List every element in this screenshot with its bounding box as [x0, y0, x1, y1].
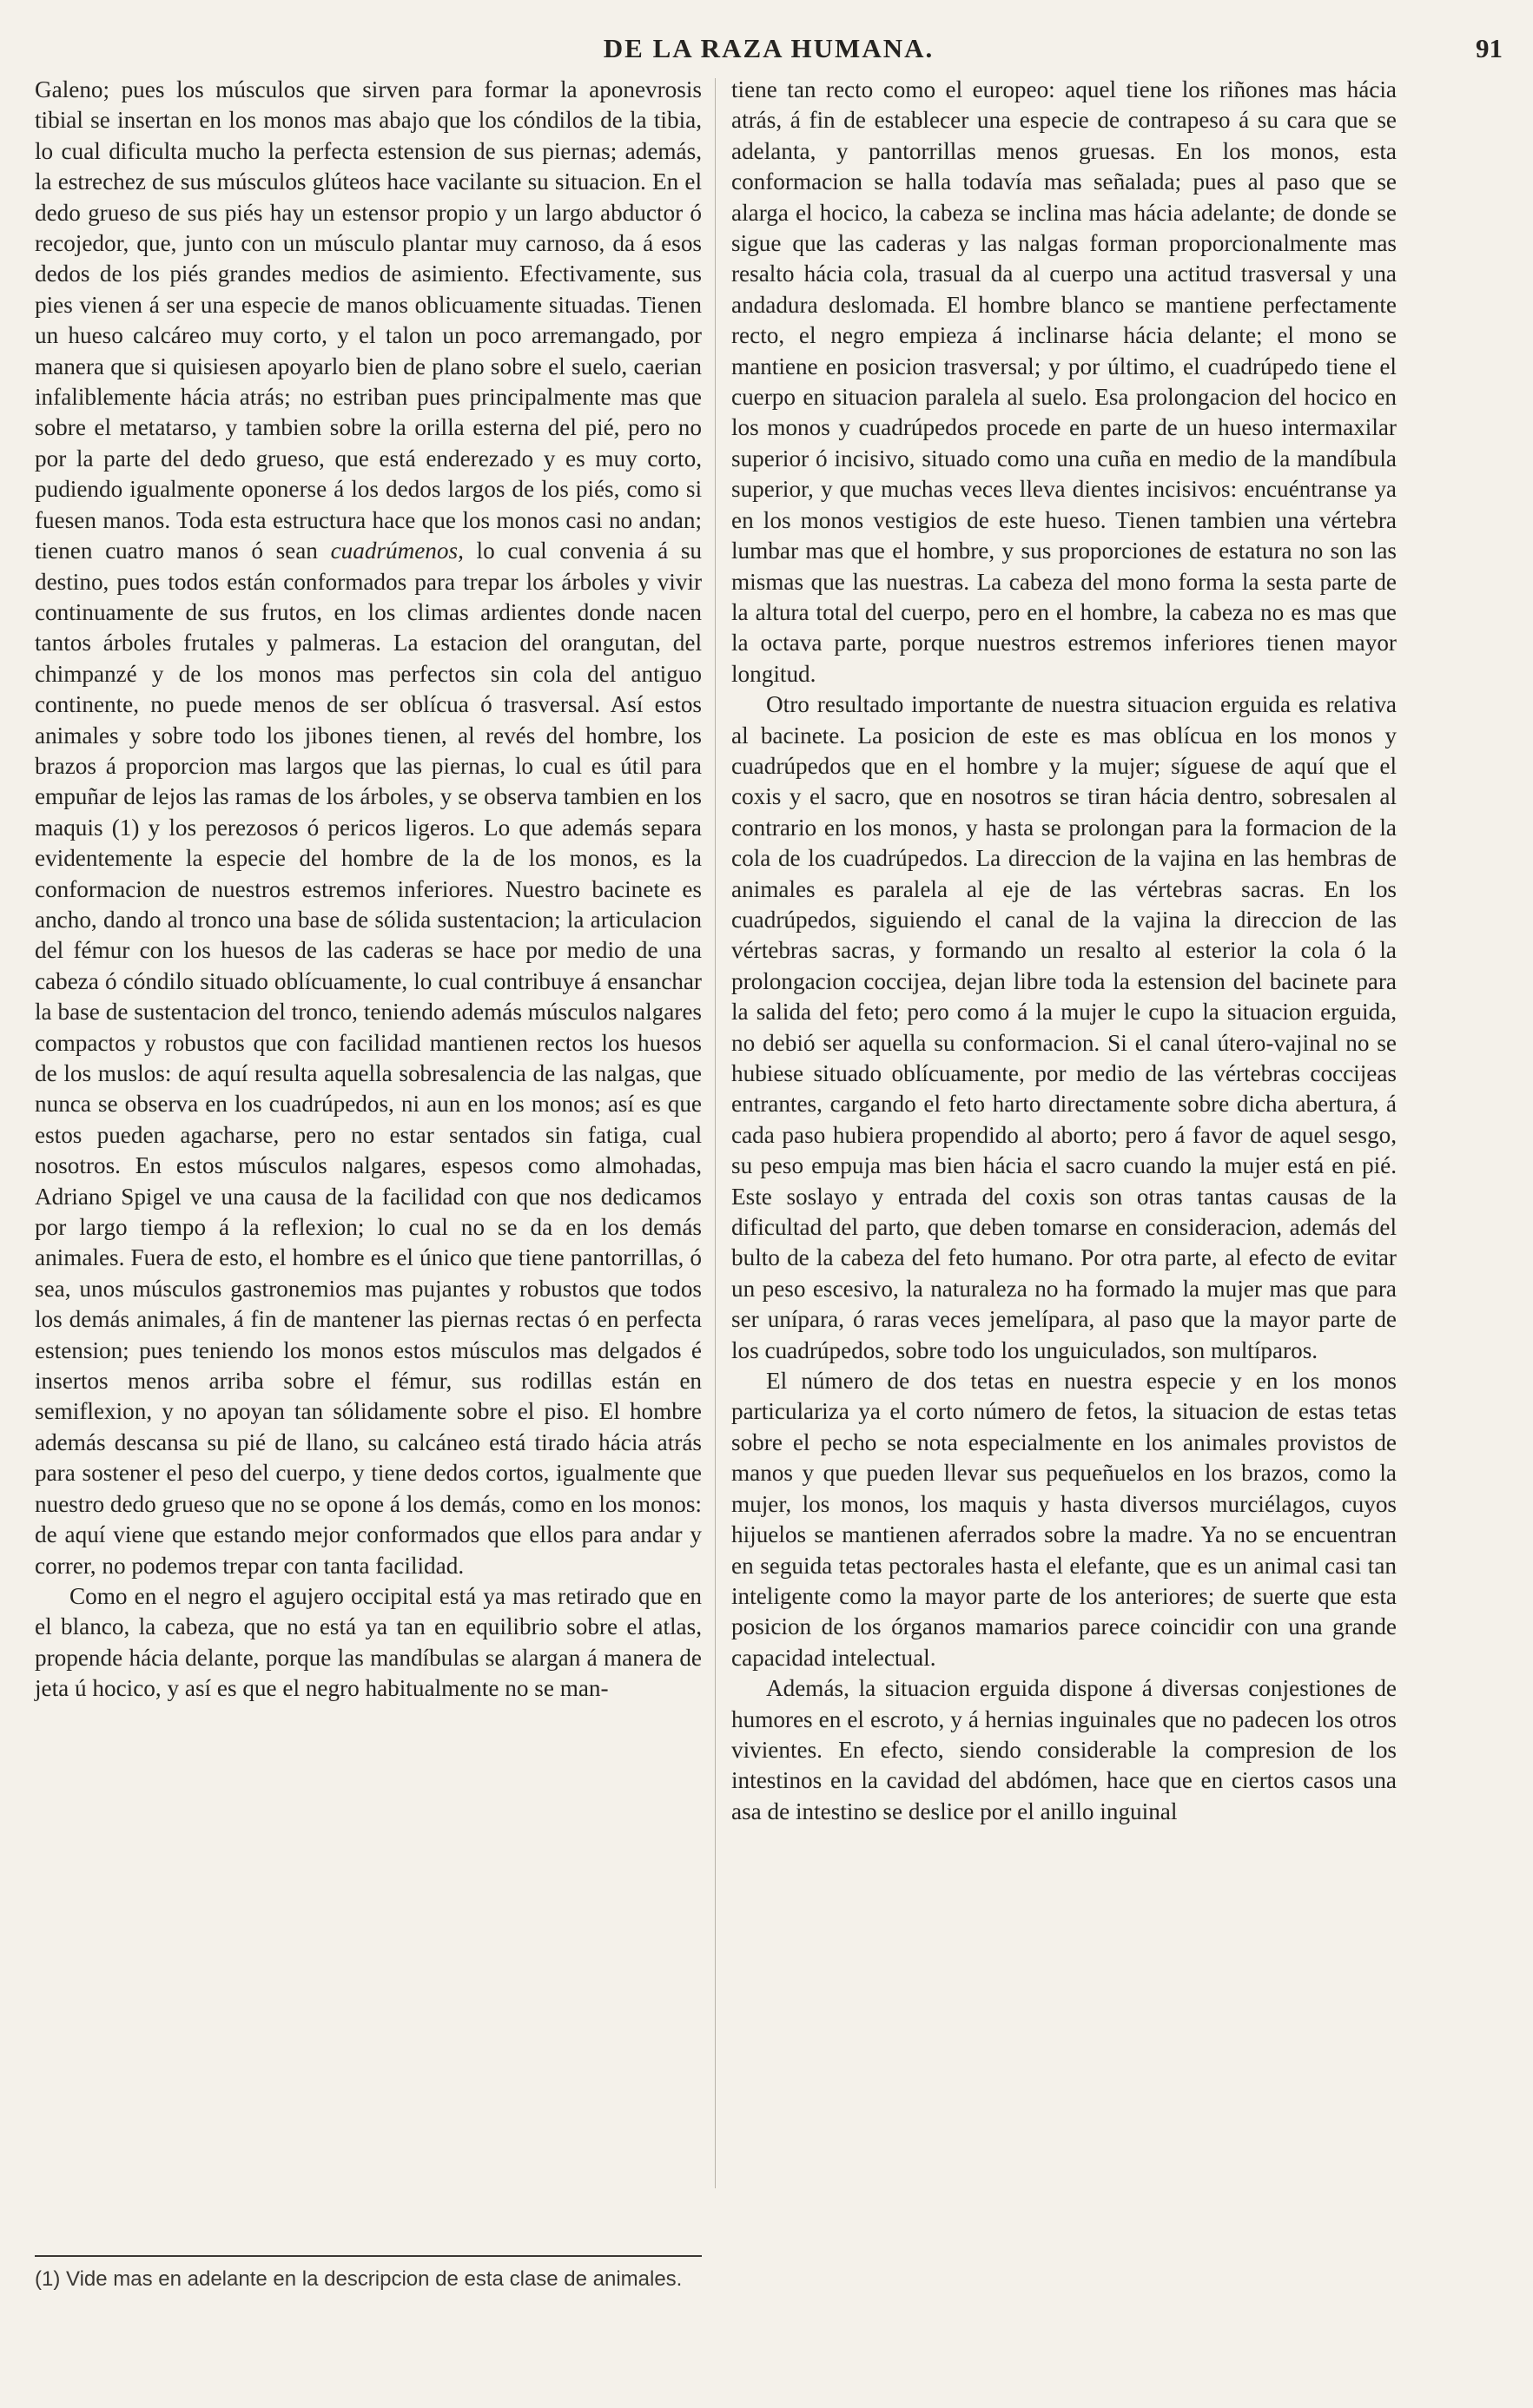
- footnote-divider: [35, 2255, 702, 2257]
- page-number: 91: [1476, 33, 1503, 63]
- paragraph: Otro resultado importante de nuestra situacion erguida es relativa al bacinete. La posicion de este es mas oblícua en los monos y cuadrúpedos que en el hombre y la mujer; síguese de aquí que el coxis y el sacro, que en nosotros se tiran hácia dentro, sobresalen al contrario en los monos, y hasta se prolongan para la formacion de la cola de los cuadrúpedos. La direccion de la vajina en las hembras de animales es paralela al eje de las vértebras sacras. En los cuadrúpedos, siguiendo el canal de la vajina la direccion de las vértebras sacras, y formando un resalto al esterior la cola ó la prolongacion coccijea, dejan libre toda la estension del bacinete para la salida del feto; pero como á la mujer le cupo la situacion erguida, no debió ser aquella su conformacion. Si el canal útero-vajinal no se hubiese situado oblícuamente, por medio de las vértebras coccijeas entrantes, cargando el feto harto directamente sobre dicha abertura, á cada paso hubiera propendido al aborto; pero á favor de aquel sesgo, su peso empuja mas bien hácia el sacro cuando la mujer está en pié. Este soslayo y entrada del coxis son otras tantas causas de la dificultad del parto, que deben tomarse en consideracion, además del bulto de la cabeza del feto humano. Por otra parte, al efecto de evitar un peso escesivo, la naturaleza no ha formado la mujer mas que para ser unípara, ó raras veces jemelípara, al paso que la mayor parte de los cuadrúpedos, sobre todo los unguiculados, son multíparos.: [731, 691, 1397, 1363]
- paragraph: [35, 75, 702, 1581]
- running-title: DE LA RAZA HUMANA.: [603, 33, 935, 63]
- paragraph: tiene tan recto como el europeo: aquel tiene los riñones mas hácia atrás, á fin de establecer una especie de contrapeso á su cara que se adelanta, y pantorrillas menos gruesas. En los monos, esta conformacion se halla todavía mas señalada; pues al paso que se alarga el hocico, la cabeza se inclina mas hácia adelante; de donde se sigue que las caderas y las nalgas forman proporcionalmente mas resalto hácia cola, trasual da al cuerpo una actitud trasversal y una andadura deslomada. El hombre blanco se mantiene perfectamente recto, el negro empieza á inclinarse hácia delante; el mono se mantiene en posicion trasversal; y por último, el cuadrúpedo tiene el cuerpo en situacion paralela al suelo. Esa prolongacion del hocico en los monos y cuadrúpedos procede en parte de un hueso intermaxilar superior ó incisivo, situado como una cuña en medio de la mandíbula superior, y que muchas veces lleva dientes incisivos: encuéntranse ya en los monos vestigios de este hueso. Tienen tambien una vértebra lumbar mas que el hombre, y sus proporciones de estatura no son las mismas que las nuestras. La cabeza del mono forma la sesta parte de la altura total del cuerpo, pero en el hombre, la cabeza no es mas que la octava parte, porque nuestros estremos inferiores tienen mayor longitud.: [731, 76, 1397, 687]
- left-column: [35, 75, 702, 1705]
- page-header: [35, 33, 1503, 68]
- paragraph-text: Galeno; pues los músculos que sirven para formar la aponevrosis tibial se insertan en los monos mas abajo que los cóndilos de la tibia, lo cual dificulta mucho la perfecta estension de sus piernas; además, la estrechez de sus músculos glúteos hace vacilante su situacion. En el dedo grueso de sus piés hay un estensor propio y un largo abductor ó recojedor, que, junto con un músculo plantar muy carnoso, da á esos dedos de los piés grandes medios de asimiento. Efectivamente, sus pies vienen á ser una especie de manos oblicuamente situadas. Tienen un hueso calcáreo muy corto, y el talon un poco arremangado, por manera que si quisiesen apoyarlo bien de plano sobre el suelo, caerian infaliblemente hácia atrás; no estriban pues principalmente mas que sobre el metatarso, y tambien sobre la orilla esterna del pié, pero no por la parte del dedo grueso, que está enderezado y es muy corto, pudiendo igualmente oponerse á los dedos largos de los piés, como si fuesen manos. Toda esta estructura hace que los monos casi no andan; tienen cuatro manos ó sean: [35, 76, 702, 564]
- italic-term: cuadrúmenos,: [330, 538, 464, 564]
- right-column: [731, 75, 1397, 1827]
- paragraph: Como en el negro el agujero occipital está ya mas retirado que en el blanco, la cabeza, que no está ya tan en equilibrio sobre el atlas, propende hácia delante, porque las mandíbulas se alargan á manera de jeta ú hocico, y así es que el negro habitualmente no se man-: [35, 1582, 702, 1702]
- footnote: (1) Vide mas en adelante en la descripcion de esta clase de animales.: [35, 2267, 683, 2291]
- paragraph: El número de dos tetas en nuestra especie y en los monos particulariza ya el corto número de fetos, la situacion de estas tetas sobre el pecho se nota especialmente en los animales provistos de manos y que pueden llevar sus pequeñuelos en los brazos, como la mujer, los monos, los maquis y hasta diversos murciélagos, cuyos hijuelos se mantienen aferrados sobre la madre. Ya no se encuentran en seguida tetas pectorales hasta el elefante, que es un animal casi tan inteligente como la mayor parte de los anteriores; de suerte que esta posicion de los órganos mamarios parece coincidir con una grande capacidad intelectual.: [731, 1368, 1397, 1671]
- paragraph: Además, la situacion erguida dispone á diversas conjestiones de humores en el escroto, y á hernias inguinales que no padecen los otros vivientes. En efecto, siendo considerable la compresion de los intestinos en la cavidad del abdómen, hace que en ciertos casos una asa de intestino se deslice por el anillo inguinal: [731, 1675, 1397, 1824]
- column-divider: [715, 78, 716, 2188]
- paragraph-text: lo cual convenia á su destino, pues todos están conformados para trepar los árboles y vivir continuamente de sus frutos, en los climas ardientes donde nacen tantos árboles frutales y palmeras. La estacion del orangutan, del chimpanzé y de los monos mas perfectos sin cola del antiguo continente, no puede menos de ser oblícua ó trasversal. Así estos animales y sobre todo los jibones tienen, al revés del hombre, los brazos á proporcion mas largos que las piernas, lo cual es útil para empuñar de lejos las ramas de los árboles, y se observa tambien en los maquis (1) y los perezosos ó pericos ligeros. Lo que además separa evidentemente la especie del hombre de la de los monos, es la conformacion de nuestros estremos inferiores. Nuestro bacinete es ancho, dando al tronco una base de sólida sustentacion; la articulacion del fémur con los huesos de las caderas se hace por medio de una cabeza ó cóndilo situado oblícuamente, lo cual contribuye á ensanchar la base de sustentacion del tronco, teniendo además músculos nalgares compactos y robustos que con facilidad mantienen rectos los huesos de los muslos: de aquí resulta aquella sobresalencia de las nalgas, que nunca se observa en los cuadrúpedos, ni aun en los monos; así es que estos pueden agacharse, pero no estar sentados sin fatiga, cual nosotros. En estos músculos nalgares, espesos como almohadas, Adriano Spigel ve una causa de la facilidad con que nos dedicamos por largo tiempo á la reflexion; lo cual no se da en los demás animales. Fuera de esto, el hombre es el único que tiene pantorrillas, ó sea, unos músculos gastronemios mas pujantes y robustos que todos los demás animales, á fin de mantener las piernas rectas ó en perfecta estension; pues teniendo los monos estos músculos mas delgados é insertos menos arriba sobre el fémur, sus rodillas están en semiflexion, y no apoyan tan sólidamente sobre el piso. El hombre además descansa su pié de llano, su calcáneo está tirado hácia atrás para sostener el peso del cuerpo, y tiene dedos cortos, igualmente que nuestro dedo grueso que no se opone á los demás, como en los monos: de aquí viene que estando mejor conformados que ellos para andar y correr, no podemos trepar con tanta facilidad.: [35, 538, 703, 1579]
